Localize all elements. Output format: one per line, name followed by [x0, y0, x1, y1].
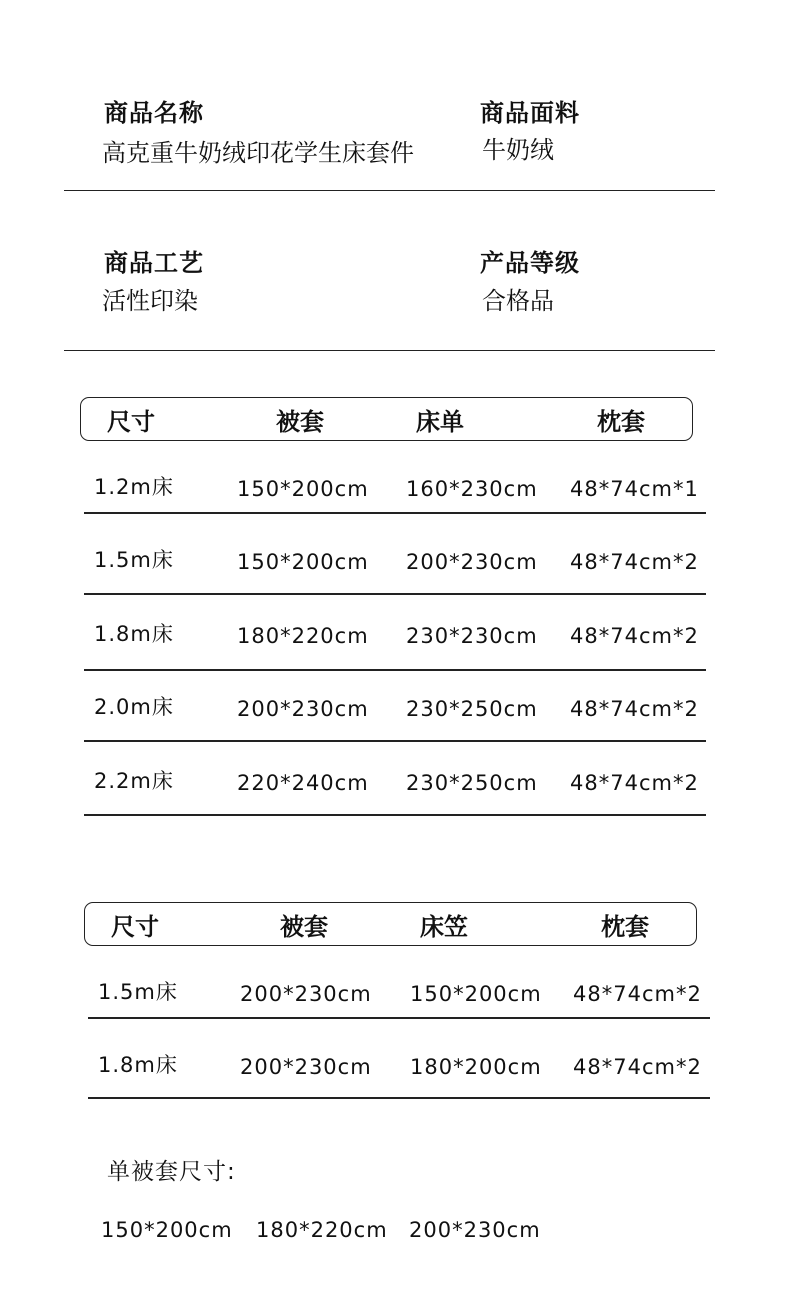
product-grade-value: 合格品	[482, 287, 554, 315]
cell-size: 2.0m床	[94, 695, 174, 719]
header-fitted-sheet: 床笠	[420, 912, 468, 941]
table-row	[84, 764, 706, 816]
cell-pillowcase: 48*74cm*2	[570, 624, 699, 648]
cell-sheet: 230*250cm	[406, 697, 538, 721]
single-duvet-size-2: 180*220cm	[256, 1218, 388, 1242]
table-row	[88, 975, 710, 1020]
row-divider	[84, 512, 706, 514]
cell-duvet: 220*240cm	[237, 771, 369, 795]
cell-fitted-sheet: 180*200cm	[410, 1055, 542, 1079]
cell-pillowcase: 48*74cm*2	[570, 771, 699, 795]
product-craft-label: 商品工艺	[104, 249, 204, 277]
header-pillowcase: 枕套	[601, 912, 649, 941]
cell-duvet: 200*230cm	[240, 1055, 372, 1079]
cell-pillowcase: 48*74cm*2	[573, 982, 702, 1006]
row-divider	[84, 593, 706, 595]
table-row	[88, 1048, 710, 1101]
single-duvet-size-3: 200*230cm	[409, 1218, 541, 1242]
header-pillowcase: 枕套	[597, 407, 645, 436]
product-craft-value: 活性印染	[102, 287, 198, 315]
cell-size: 1.8m床	[94, 622, 174, 646]
cell-pillowcase: 48*74cm*2	[573, 1055, 702, 1079]
product-grade-label: 产品等级	[480, 249, 580, 277]
table-row	[84, 543, 706, 595]
row-divider	[88, 1097, 710, 1099]
cell-size: 2.2m床	[94, 769, 174, 793]
cell-duvet: 150*200cm	[237, 477, 369, 501]
row-divider	[84, 669, 706, 671]
row-divider	[84, 740, 706, 742]
cell-size: 1.2m床	[94, 475, 174, 499]
table-header	[84, 902, 697, 946]
table-row	[84, 617, 706, 671]
product-name-value: 高克重牛奶绒印花学生床套件	[102, 139, 414, 167]
product-fabric-label: 商品面料	[480, 99, 580, 127]
row-divider	[88, 1017, 710, 1019]
cell-fitted-sheet: 150*200cm	[410, 982, 542, 1006]
cell-pillowcase: 48*74cm*2	[570, 550, 699, 574]
cell-sheet: 160*230cm	[406, 477, 538, 501]
cell-duvet: 180*220cm	[237, 624, 369, 648]
header-sheet: 床单	[416, 407, 464, 436]
cell-duvet: 200*230cm	[237, 697, 369, 721]
header-duvet: 被套	[280, 912, 328, 941]
cell-duvet: 150*200cm	[237, 550, 369, 574]
product-name-label: 商品名称	[104, 99, 204, 127]
cell-sheet: 230*230cm	[406, 624, 538, 648]
cell-size: 1.5m床	[98, 980, 178, 1004]
table-header	[80, 397, 693, 441]
table-row	[84, 690, 706, 743]
divider	[64, 350, 715, 351]
header-size: 尺寸	[111, 912, 159, 941]
cell-sheet: 200*230cm	[406, 550, 538, 574]
divider	[64, 190, 715, 191]
cell-pillowcase: 48*74cm*1	[570, 477, 699, 501]
cell-pillowcase: 48*74cm*2	[570, 697, 699, 721]
cell-duvet: 200*230cm	[240, 982, 372, 1006]
cell-sheet: 230*250cm	[406, 771, 538, 795]
product-fabric-value: 牛奶绒	[482, 136, 554, 164]
header-duvet: 被套	[276, 407, 324, 436]
header-size: 尺寸	[107, 407, 155, 436]
single-duvet-size-1: 150*200cm	[101, 1218, 233, 1242]
cell-size: 1.8m床	[98, 1053, 178, 1077]
single-duvet-size-title: 单被套尺寸:	[107, 1159, 236, 1185]
cell-size: 1.5m床	[94, 548, 174, 572]
row-divider	[84, 814, 706, 816]
table-row	[84, 470, 706, 514]
